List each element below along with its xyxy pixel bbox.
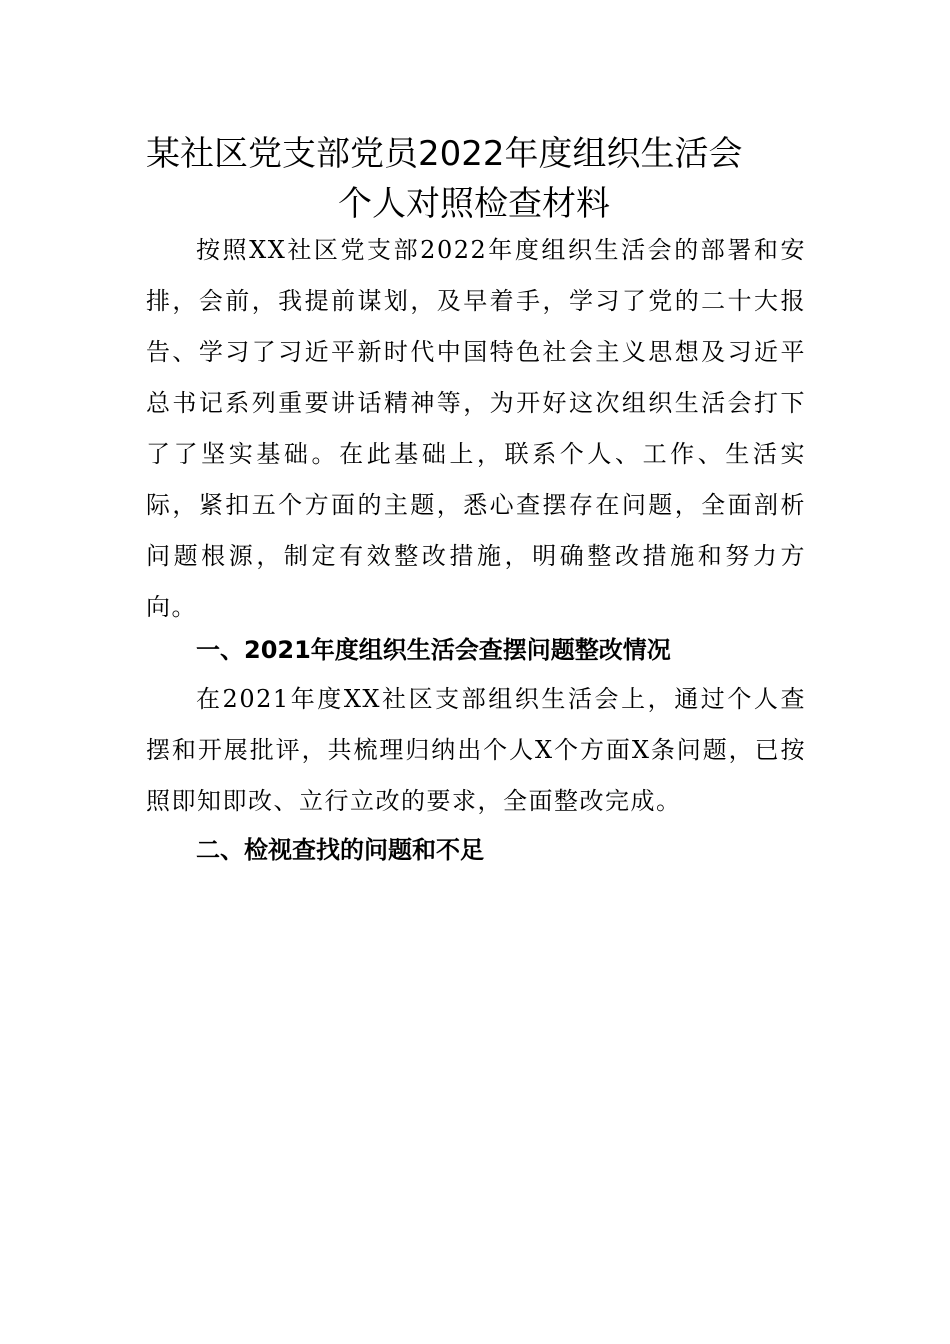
section-heading-1: 一、2021年度组织生活会查摆问题整改情况 <box>196 636 671 664</box>
section-heading-2: 二、检视查找的问题和不足 <box>196 836 484 864</box>
intro-paragraph: 按照XX社区党支部2022年度组织生活会的部署和安排，会前，我提前谋划，及早着手，学习了党的二十大报告、学习了习近平新时代中国特色社会主义思想及习近平总书记系列重要讲话精神等，为开好这次组织生活会打下了了坚实基础。在此基础上，联系个人、工作、生活实际，紧扣五个方面的主题，悉心查摆存在问题，全面剖析问题根源，制定有效整改措施，明确整改措施和努力方向。 <box>146 236 806 621</box>
document-title-line1: 某社区党支部党员2022年度组织生活会 <box>146 134 743 174</box>
document-title-line2: 个人对照检查材料 <box>338 184 610 224</box>
section1-paragraph: 在2021年度XX社区支部组织生活会上，通过个人查摆和开展批评，共梳理归纳出个人X个方面X条问题，已按照即知即改、立行立改的要求，全面整改完成。 <box>146 685 806 815</box>
